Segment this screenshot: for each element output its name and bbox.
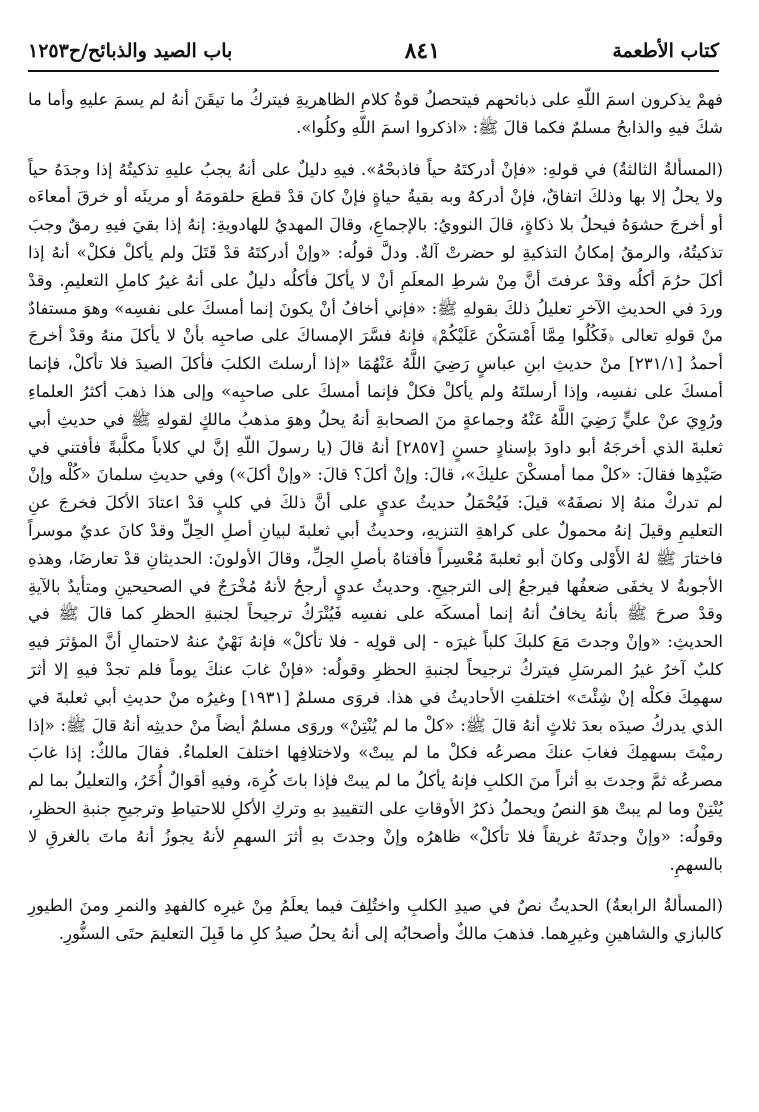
header-divider [28,70,719,72]
page-number: ٨٤١ [404,38,441,64]
paragraph-third-issue: (المسألةُ الثالثةُ) في قولهِ: «فإنْ أدركتَهُ حياً فاذبحْهُ». فيهِ دليلٌ على أنهُ يجبُ عليهِ تذكيتُهُ إذا وجدَهُ حياً ولا يحلُ إلا بها وذلكَ اتفاقٌ، فإنْ أدركهُ وبه بقيةُ حياةٍ فإنْ كانَ قدْ قطعَ حلقومَهُ أو مريئَه أو خرقَ أمعاءَه أو أخرجَ حشوَهُ فيحلُ بلا ذكاةٍ، قالَ النوويُ: بالإجماعِ، وقالَ المهديُ للهادويةِ: إنهُ إذا بقيَ فيهِ رمقٌ وجبَ تذكيتُهُ، والرمقُ إمكانُ التذكيةِ لو حضرتْ آلةٌ. ودلَّ قولُه: «وإنْ أدركتَهُ قدْ قَتَلَ ولم يأكلْ فكلْ» أنهُ إذا أكلَ حرُمَ أكلُه وقدْ عرفتَ أنَّ مِنْ شرطِ المعلَمِ أنْ لا يأكلَ فأكلُه دليلٌ على أنهُ غيرُ كاملِ التعليمِ. وقدْ وردَ في الحديثِ الآخرِ تعليلُ ذلكَ بقولهِ ﷺ: «فإني أخافُ أنْ يكونَ إنما أمسكَ على نفسِه» وهوَ مستفادٌ منْ قولهِ تعالى ﴿فَكُلُوا مِمَّا أَمْسَكْنَ عَلَيْكُمْ﴾ فإنهُ فسَّرَ الإمساكَ على صاحبِه بأنْ لا يأكلَ منهُ وقدْ أخرجَ أحمدُ [٢٣١/١] منْ حديثِ ابنِ عباسٍ رَضِيَ اللَّهُ عَنْهُمَا «إذا أرسلتَ الكلبَ فأكلَ الصيدَ فلا تأكلْ، فإنما أمسكَ على نفسِه، وإذا أرسلتَهُ ولم يأكلْ فكلْ فإنما أمسكَ على صاحبِه» وإلى هذا ذهبَ أكثرُ العلماءِ ورُوِيَ عنْ عليٍّ رَضِيَ اللَّهُ عَنْهُ وجماعةٍ منَ الصحابةِ أنهُ يحلُ وهوَ مذهبُ مالكٍ لقولهِ ﷺ في حديثِ أبي ثعلبةَ الذي أخرجَهُ أبو داودَ بإسنادٍ حسنٍ [٢٨٥٧] أنهُ قالَ (يا رسولَ اللّهِ إنَّ لي كلاباً مكلَّبةً فأفتني في صَيْدِها فقالَ: «كلْ مما أمسكْنَ عليكَ»، قالَ: وإنْ أكلَ؟ قالَ: «وإنْ أكلَ») وفي حديثِ سلمانَ «كُلْه وإنْ لم تدركْ منهُ إلا نصفَهُ» قيلَ: فَيُحْمَلُ حديثُ عديٍ على أنَّ ذلكَ في كلبٍ قدْ اعتادَ الأكلَ فخرجَ عنِ التعليمِ وقيلَ إنهُ محمولٌ على كراهةِ التنزيهِ، وحديثُ أبي ثعلبةَ لبيانِ أصلِ الحِلِّ وقدْ كانَ عديٌ موسراً فاختارَ ﷺ لهُ الأَوْلى وكانَ أبو ثعلبةَ مُعْسِراً فأفتاهُ بأصلِ الحِلِّ، وقالَ الأولونَ: الحديثانِ قدْ تعارضَا، وهذهِ الأجوبةُ لا يخفَى ضعفُها فيرجعُ إلى الترجيحِ. وحديثُ عديٍ أرجحُ لأنهُ مُخْرَجٌ في الصحيحينِ ومتأيدٌ بالآيةِ وقدْ صرحَ ﷺ بأنهُ يخافُ أنهُ إنما أمسكَه على نفسِه فَيُتْرَكُ ترجيحاً لجنبةِ الحظرِ كما قالَ ﷺ في الحديثِ: «وإنْ وجدتَ مَعَ كلبكَ كلباً غيرَه - إلى قولِه - فلا تأكلْ» فإنهُ نَهْيٌ عنهُ لاحتمالِ أنَّ المؤثرَ فيهِ كلبٌ آخرُ غيرُ المرسَلِ فيتركُ ترجيحاً لجنبةِ الحظرِ وقولُه: «فإنْ غابَ عنكَ يوماً فلم تجدْ فيهِ إلا أثرَ سهمِكَ فكلْه إنْ شِئْتَ» اختلفتِ الأحاديثُ في هذا. فروَى مسلمٌ [١٩٣١] وغيرُه منْ حديثِ أبي ثعلبةَ في الذي يدركُ صيدَه بعدَ ثلاثٍ أنهُ قالَ ﷺ: «كلْ ما لم يُنْتِنْ» وروَى مسلمٌ أيضاً منْ حديثِه أنهُ قالَ ﷺ: «إذا رميْتَ بسهمِكَ فغابَ عنكَ مصرعُه فكلْ ما لم يبتْ» ولاختلافِها اختلفَ العلماءُ. فقالَ مالكٌ: إذا غابَ مصرعُه ثمَّ وجدتَ بهِ أثراً منَ الكلبِ فإنهُ يأكلُ ما لم يبتْ فإذا باتَ كُرِهَ، وفيهِ أقوالٌ أُخَرُ، والتعليلُ بما لم يُنْتِنْ وما لم يبتْ هوَ النصُ ويحملُ ذكرُ الأوقاتِ على التقييدِ بهِ وتركِ الأكلِ للاحتياطِ وترجيحِ جنبةِ الحظرِ، وقولُه: «وإنْ وجدتَهُ غريقاً فلا تأكلْ» ظاهرُه وإنْ وجدتَ بهِ أثرَ السهمِ لأنهُ يجوزُ أنهُ ماتَ بالغرقِ لا بالسهمِ. [28,159,724,874]
page-body [28,86,723,1112]
paragraph-1: فهمْ يذكرون اسمَ اللّهِ على ذبائحهم فيتحصلُ قوةُ كلامِ الظاهريةِ فيتركُ ما تيقَنَ أنهُ لم يسمَ عليهِ وأما ما شكَ فيهِ والذابحُ مسلمٌ فكما قالَ ﷺ: «اذكروا اسمَ اللّهِ وكلُوا». [28,90,723,137]
chapter-reference: باب الصيد والذبائح/ح١٢٥٣ [28,40,233,62]
paragraph-fourth-issue: (المسألةُ الرابعةُ) الحديثُ نصٌ في صيدِ الكلبِ واختُلِفَ فيما يعلَمُ مِنْ غيرِه كالفهدِ والنمرِ ومنَ الطيورِ كالبازي والشاهينِ وغيرِهما. فذهبَ مالكٌ وأصحابُه إلى أنهُ يحلُ صيدُ كلِ ما قَبِلَ التعليمَ حتَى السنُّورِ. [28,896,723,944]
book-title: كتاب الأطعمة [612,40,719,62]
page-header [28,34,719,68]
